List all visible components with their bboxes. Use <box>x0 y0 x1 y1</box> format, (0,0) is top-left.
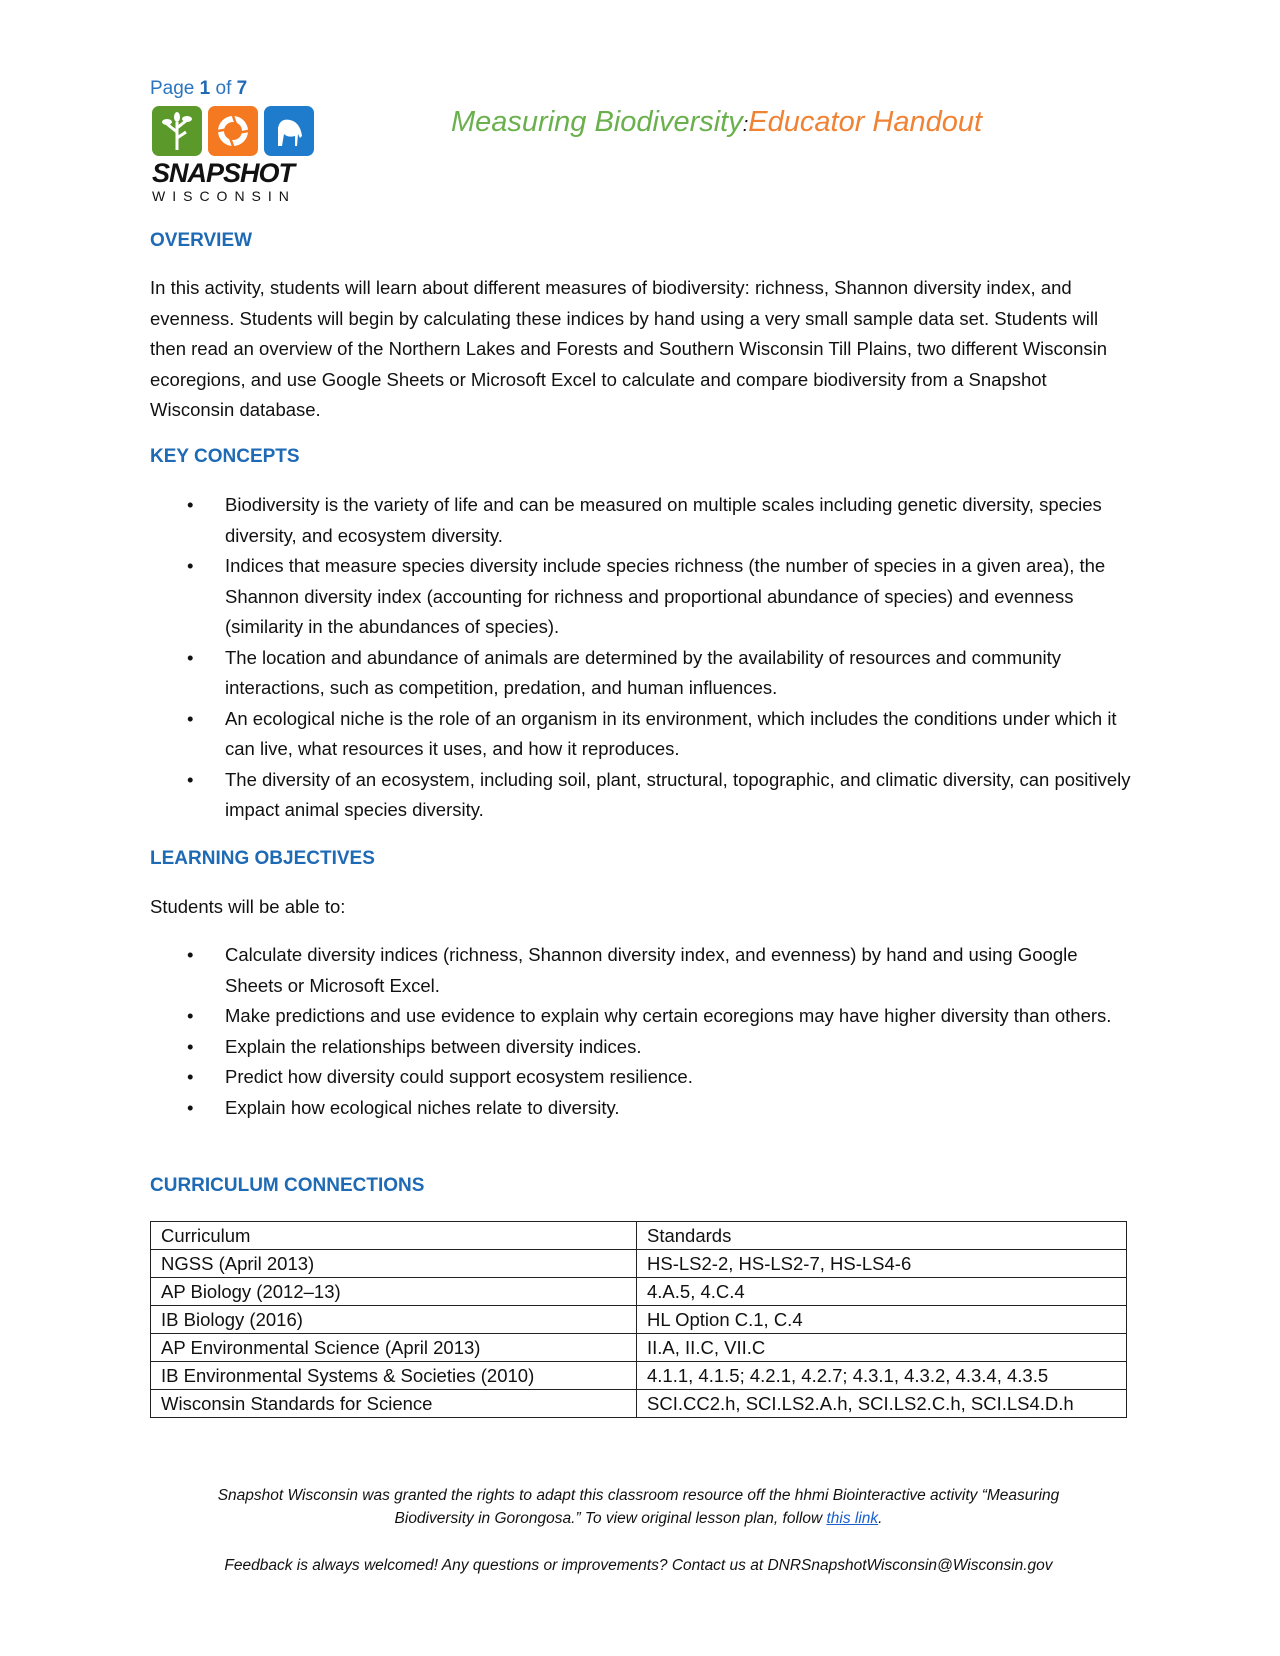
list-item: • Make predictions and use evidence to explain why certain ecoregions may have higher diversity than others. <box>150 1001 1135 1032</box>
list-item: • Explain how ecological niches relate to diversity. <box>150 1093 1135 1124</box>
original-lesson-link[interactable]: this link <box>826 1510 879 1527</box>
table-cell: AP Environmental Science (April 2013) <box>151 1334 637 1362</box>
title-main: Measuring Biodiversity <box>451 106 743 138</box>
learning-objectives-list <box>150 940 1135 1123</box>
curriculum-heading: CURRICULUM CONNECTIONS <box>150 1175 425 1196</box>
learning-objectives-heading: LEARNING OBJECTIVES <box>150 848 375 869</box>
table-row <box>151 1390 1127 1418</box>
key-concepts-heading: KEY CONCEPTS <box>150 446 300 467</box>
plant-icon <box>152 106 202 156</box>
table-row <box>151 1334 1127 1362</box>
list-item: • Explain the relationships between diversity indices. <box>150 1032 1135 1063</box>
table-cell: IB Biology (2016) <box>151 1306 637 1334</box>
snapshot-wisconsin-logo <box>152 106 320 204</box>
table-header-row <box>151 1222 1127 1250</box>
page-current: 1 <box>199 78 211 99</box>
table-cell: 4.1.1, 4.1.5; 4.2.1, 4.2.7; 4.3.1, 4.3.2, 4.3.4, 4.3.5 <box>637 1362 1127 1390</box>
overview-heading: OVERVIEW <box>150 230 253 251</box>
page-total: 7 <box>236 78 248 99</box>
credit-text: Biodiversity in Gorongosa.” To view original lesson plan, follow <box>394 1510 823 1527</box>
table-cell: 4.A.5, 4.C.4 <box>637 1278 1127 1306</box>
overview-text: In this activity, students will learn about different measures of biodiversity: richness, Shannon diversity index, and evenness. Students will begin by calculating these indices by hand using a very small sample data set. Students will then read an overview of the Northern Lakes and Forests and Southern Wisconsin Till Plains, two different Wisconsin ecoregions, and use Google Sheets or Microsoft Excel to calculate and compare biodiversity from a Snapshot Wisconsin database. <box>150 277 1108 420</box>
credit-line <box>150 1507 1127 1530</box>
credit-note <box>150 1484 1127 1530</box>
list-item: • Biodiversity is the variety of life and can be measured on multiple scales including genetic diversity, species diversity, and ecosystem diversity. <box>150 490 1135 551</box>
credit-period: . <box>878 1510 883 1527</box>
camera-shutter-icon <box>208 106 258 156</box>
table-cell: NGSS (April 2013) <box>151 1250 637 1278</box>
list-item: • The diversity of an ecosystem, including soil, plant, structural, topographic, and climatic diversity, can positively impact animal species diversity. <box>150 765 1135 826</box>
table-row <box>151 1362 1127 1390</box>
learning-objectives-intro: Students will be able to: <box>150 896 346 917</box>
table-cell: HL Option C.1, C.4 <box>637 1306 1127 1334</box>
page-of: of <box>215 78 232 99</box>
list-item: • Calculate diversity indices (richness, Shannon diversity index, and evenness) by hand and using Google Sheets or Microsoft Excel. <box>150 940 1135 1001</box>
table-cell: AP Biology (2012–13) <box>151 1278 637 1306</box>
curriculum-table <box>150 1221 1127 1418</box>
title-separator: : <box>742 114 749 136</box>
key-concepts-list <box>150 490 1135 826</box>
table-cell: II.A, II.C, VII.C <box>637 1334 1127 1362</box>
document-title <box>451 106 982 139</box>
list-item: • Indices that measure species diversity include species richness (the number of species in a given area), the Shannon diversity index (accounting for richness and proportional abundance of species) and evenness (similarity in the abundances of species). <box>150 551 1135 643</box>
feedback-note: Feedback is always welcomed! Any questions or improvements? Contact us at DNRSnapshotWisconsin@Wisconsin.gov <box>224 1557 1053 1574</box>
credit-line: Snapshot Wisconsin was granted the rights to adapt this classroom resource off the hhmi Biointeractive activity “Measuring <box>217 1487 1060 1504</box>
list-item: • Predict how diversity could support ecosystem resilience. <box>150 1062 1135 1093</box>
logo-name: SNAPSHOT <box>152 158 295 188</box>
column-header: Curriculum <box>151 1222 637 1250</box>
title-sub: Educator Handout <box>748 106 983 138</box>
table-cell: SCI.CC2.h, SCI.LS2.A.h, SCI.LS2.C.h, SCI.LS4.D.h <box>637 1390 1127 1418</box>
page-label: Page <box>150 78 195 99</box>
column-header: Standards <box>637 1222 1127 1250</box>
table-row <box>151 1306 1127 1334</box>
deer-icon <box>264 106 314 156</box>
list-item: • An ecological niche is the role of an organism in its environment, which includes the conditions under which it can live, what resources it uses, and how it reproduces. <box>150 704 1135 765</box>
logo-subtitle: WISCONSIN <box>152 188 296 204</box>
table-row <box>151 1278 1127 1306</box>
table-row <box>151 1250 1127 1278</box>
table-cell: IB Environmental Systems & Societies (2010) <box>151 1362 637 1390</box>
table-cell: HS-LS2-2, HS-LS2-7, HS-LS4-6 <box>637 1250 1127 1278</box>
table-cell: Wisconsin Standards for Science <box>151 1390 637 1418</box>
list-item: • The location and abundance of animals are determined by the availability of resources and community interactions, such as competition, predation, and human influences. <box>150 643 1135 704</box>
page-indicator <box>150 78 247 100</box>
